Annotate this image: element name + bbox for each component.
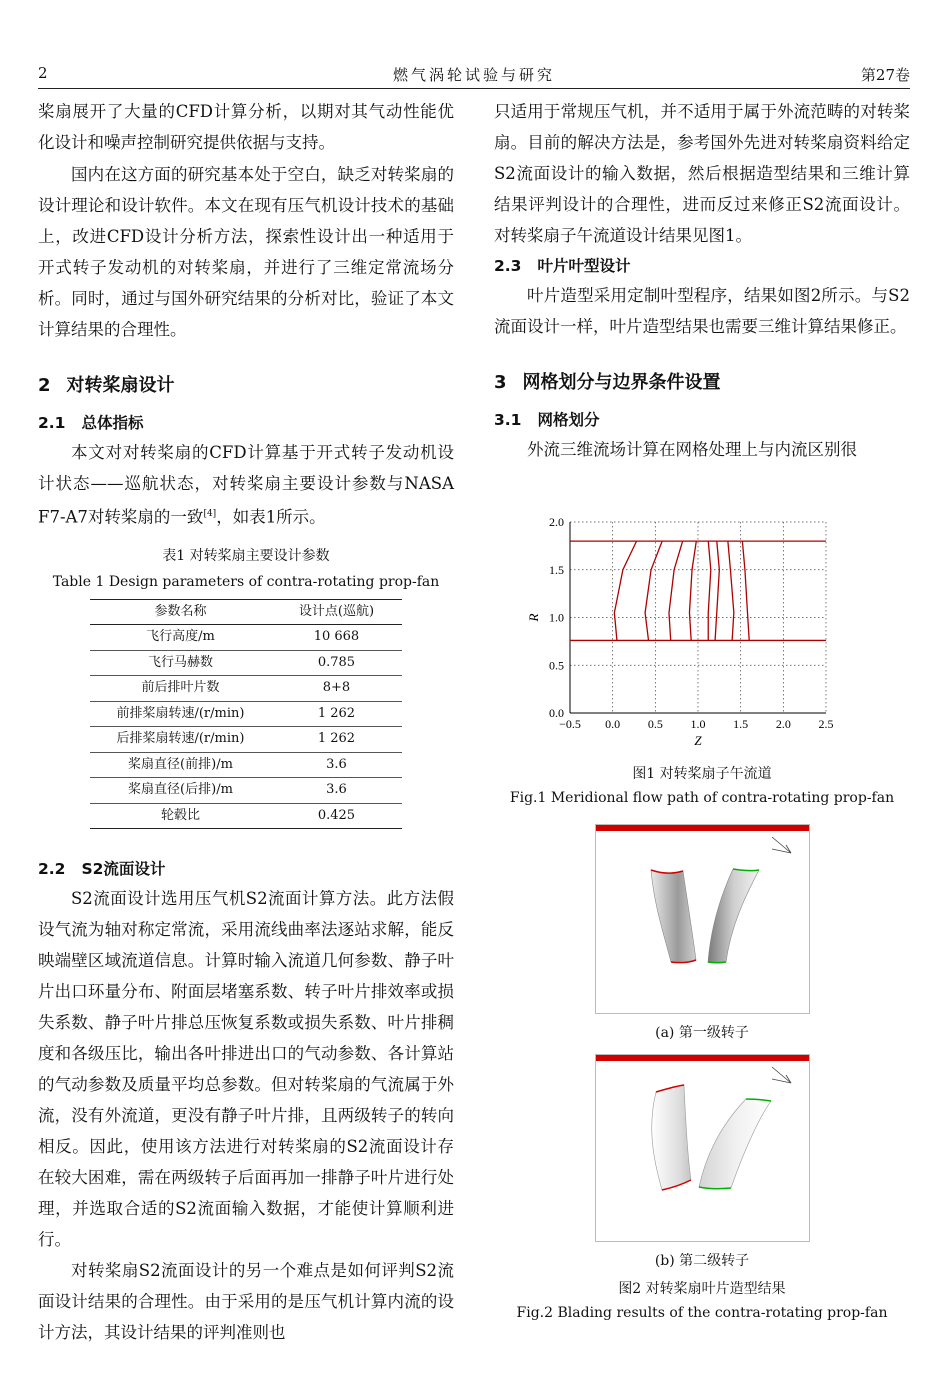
y-tick-label: 1.5 xyxy=(549,562,564,577)
parameter-value-cell: 1 262 xyxy=(271,701,402,727)
x-tick-label: 1.0 xyxy=(690,717,706,731)
fig1-caption-cn: 图1 对转桨扇子午流道 xyxy=(632,766,772,782)
section-number: 2 xyxy=(38,375,51,396)
parameter-name-cell: 桨扇直径(前排)/m xyxy=(90,752,271,778)
flow-path-line xyxy=(669,541,683,640)
table-row xyxy=(90,676,402,702)
fig2b-caption: (b) 第二级转子 xyxy=(654,1253,750,1269)
fig2a-caption: (a) 第一级转子 xyxy=(655,1025,749,1041)
blade-image xyxy=(596,1055,809,1241)
journal-title: 燃气涡轮试验与研究 xyxy=(392,66,555,84)
table-row xyxy=(90,752,402,778)
table-caption-cn: 表1 对转桨扇主要设计参数 xyxy=(162,547,330,564)
y-tick-label: 0.5 xyxy=(549,658,564,673)
section-title: 对转桨扇设计 xyxy=(66,375,175,396)
parameter-name-cell: 前后排叶片数 xyxy=(90,676,271,702)
section-title: S2流面设计 xyxy=(81,860,166,878)
paragraph: 对转桨扇S2流面设计的另一个难点是如何评判S2流面设计结果的合理性。由于采用的是压气机计算内流的设计方法，其设计结果的评判准则也 xyxy=(38,1261,454,1342)
fig1-caption-en: Fig.1 Meridional flow path of contra-rotating prop-fan xyxy=(509,790,895,806)
table-header: 设计点(巡航) xyxy=(271,599,402,625)
parameter-value-cell: 3.6 xyxy=(271,778,402,804)
paragraph: 国内在这方面的研究基本处于空白，缺乏对转桨扇的设计理论和设计软件。本文在现有压气机设计技术的基础上，改进CFD设计分析方法，探索性设计出一种适用于开式转子发动机的对转桨扇，并进行了三维定常流场分析。同时，通过与国外研究结果的分析对比，验证了本文计算结果的合理性。 xyxy=(38,165,454,339)
table-header: 参数名称 xyxy=(90,599,271,625)
meridional-flow-path-chart xyxy=(526,515,840,760)
parameter-name-cell: 飞行马赫数 xyxy=(90,650,271,676)
blade-render-stage1 xyxy=(595,824,810,1014)
parameter-value-cell: 0.785 xyxy=(271,650,402,676)
flow-path-line xyxy=(645,541,662,640)
rotor1-blade-shape xyxy=(652,1085,691,1190)
x-tick-label: 1.5 xyxy=(733,717,749,731)
section-number: 2.2 xyxy=(38,860,66,878)
blade-render-stage2 xyxy=(595,1054,810,1242)
x-tick-label: 0.0 xyxy=(605,717,621,731)
axis-triad-icon xyxy=(772,837,791,853)
table-row xyxy=(90,625,402,651)
rotor1-blade-shape xyxy=(651,870,696,963)
table-block xyxy=(38,543,454,830)
parameter-value-cell: 10 668 xyxy=(271,625,402,651)
flow-path-line xyxy=(689,541,696,640)
header-rule xyxy=(38,88,910,89)
parameter-name-cell: 飞行高度/m xyxy=(90,625,271,651)
section-title: 网格划分与边界条件设置 xyxy=(522,372,721,393)
x-tick-label: 0.5 xyxy=(647,717,663,731)
paragraph xyxy=(38,437,454,533)
blade-image xyxy=(596,825,809,1013)
y-tick-label: 2.0 xyxy=(549,515,564,529)
page-number: 2 xyxy=(38,64,48,82)
paragraph: 桨扇展开了大量的CFD计算分析，以期对其气动性能优化设计和噪声控制研究提供依据与支持。 xyxy=(38,102,454,152)
section-title: 总体指标 xyxy=(81,414,144,432)
x-tick-label: −0.5 xyxy=(559,717,581,731)
right-column xyxy=(494,96,910,465)
table-row xyxy=(90,803,402,829)
paragraph: 外流三维流场计算在网格处理上与内流区别很 xyxy=(527,440,857,459)
y-tick-label: 1.0 xyxy=(549,610,564,625)
table-caption-en: Table 1 Design parameters of contra-rotating prop-fan xyxy=(52,573,440,590)
design-parameters-table xyxy=(90,599,402,830)
section-heading-2-1 xyxy=(38,409,454,437)
axis-triad-icon xyxy=(772,1067,791,1083)
section-heading-2 xyxy=(38,369,454,403)
section-title: 网格划分 xyxy=(537,411,600,429)
parameter-name-cell: 轮毂比 xyxy=(90,803,271,829)
table-row xyxy=(90,727,402,753)
parameter-value-cell: 0.425 xyxy=(271,803,402,829)
volume-label: 第27卷 xyxy=(860,66,910,84)
table-row xyxy=(90,778,402,804)
section-title: 叶片叶型设计 xyxy=(537,257,631,275)
table-row xyxy=(90,650,402,676)
section-number: 2.3 xyxy=(494,257,522,275)
x-tick-label: 2.0 xyxy=(775,717,791,731)
paragraph-text: 本文对对转桨扇的CFD计算基于开式转子发动机设计状态——巡航状态，对转桨扇主要设计参数与NASA F7-A7对转桨扇的一致 xyxy=(38,443,454,527)
paragraph: 只适用于常规压气机，并不适用于属于外流范畴的对转桨扇。目前的解决方法是，参考国外先进对转桨扇资料给定S2流面设计的输入数据，然后根据造型结果和三维计算结果评判设计的合理性，进而反过来修正S2流面设计。对转桨扇子午流道设计结果见图1。 xyxy=(494,102,910,245)
flow-path-line xyxy=(728,541,734,640)
parameter-name-cell: 后排桨扇转速/(r/min) xyxy=(90,727,271,753)
paragraph-text: ，如表1所示。 xyxy=(216,507,326,527)
parameter-value-cell: 8+8 xyxy=(271,676,402,702)
table-row xyxy=(90,701,402,727)
fig2-caption-en: Fig.2 Blading results of the contra-rotating prop-fan xyxy=(516,1305,888,1321)
table-header-row xyxy=(90,599,402,625)
paragraph: 叶片造型采用定制叶型程序，结果如图2所示。与S2流面设计一样，叶片造型结果也需要三维计算结果修正。 xyxy=(494,286,910,336)
parameter-value-cell: 1 262 xyxy=(271,727,402,753)
running-header xyxy=(38,64,910,86)
citation: [4] xyxy=(203,509,217,519)
section-heading-3 xyxy=(494,366,910,400)
parameter-name-cell: 桨扇直径(后排)/m xyxy=(90,778,271,804)
section-number: 3.1 xyxy=(494,411,522,429)
y-tick-label: 0.0 xyxy=(549,706,564,720)
rotor2-blade-shape xyxy=(699,1099,771,1189)
y-axis-label: R xyxy=(526,613,541,622)
rotor2-blade-edge xyxy=(708,962,726,963)
flow-path-line xyxy=(715,541,719,640)
flow-path-line xyxy=(708,541,711,640)
flow-path-line xyxy=(742,541,749,640)
section-number: 3 xyxy=(494,372,507,393)
paragraph: S2流面设计选用压气机S2流面计算方法。此方法假设气流为轴对称定常流，采用流线曲率法逐站求解，能反映端壁区域流道信息。计算时输入流道几何参数、静子叶片出口环量分布、附面层堵塞系数、转子叶片排效率或损失系数、静子叶片排总压恢复系数或损失系数、叶片排稠度和各级压比，输出各叶排进出口的气动参数、各计算站的气动参数及质量平均总参数。但对转桨扇的气流属于外流，没有外流道，更没有静子叶片排，且两级转子的转向相反。因此，使用该方法进行对转桨扇的S2流面设计存在较大困难，需在两级转子后面再加一排静子叶片进行处理，并选取合适的S2流面输入数据，才能使计算顺利进行。 xyxy=(38,889,454,1249)
x-tick-label: 2.5 xyxy=(818,717,834,731)
section-heading-2-3 xyxy=(494,252,910,280)
flow-path-line xyxy=(614,541,636,640)
section-heading-2-2 xyxy=(38,855,454,883)
left-column xyxy=(38,96,454,1348)
x-axis-label: Z xyxy=(694,733,702,748)
fig2-caption-cn: 图2 对转桨扇叶片造型结果 xyxy=(618,1281,786,1297)
section-number: 2.1 xyxy=(38,414,66,432)
section-heading-3-1 xyxy=(494,406,910,434)
parameter-name-cell: 前排桨扇转速/(r/min) xyxy=(90,701,271,727)
parameter-value-cell: 3.6 xyxy=(271,752,402,778)
rotor2-blade-shape xyxy=(708,869,759,963)
